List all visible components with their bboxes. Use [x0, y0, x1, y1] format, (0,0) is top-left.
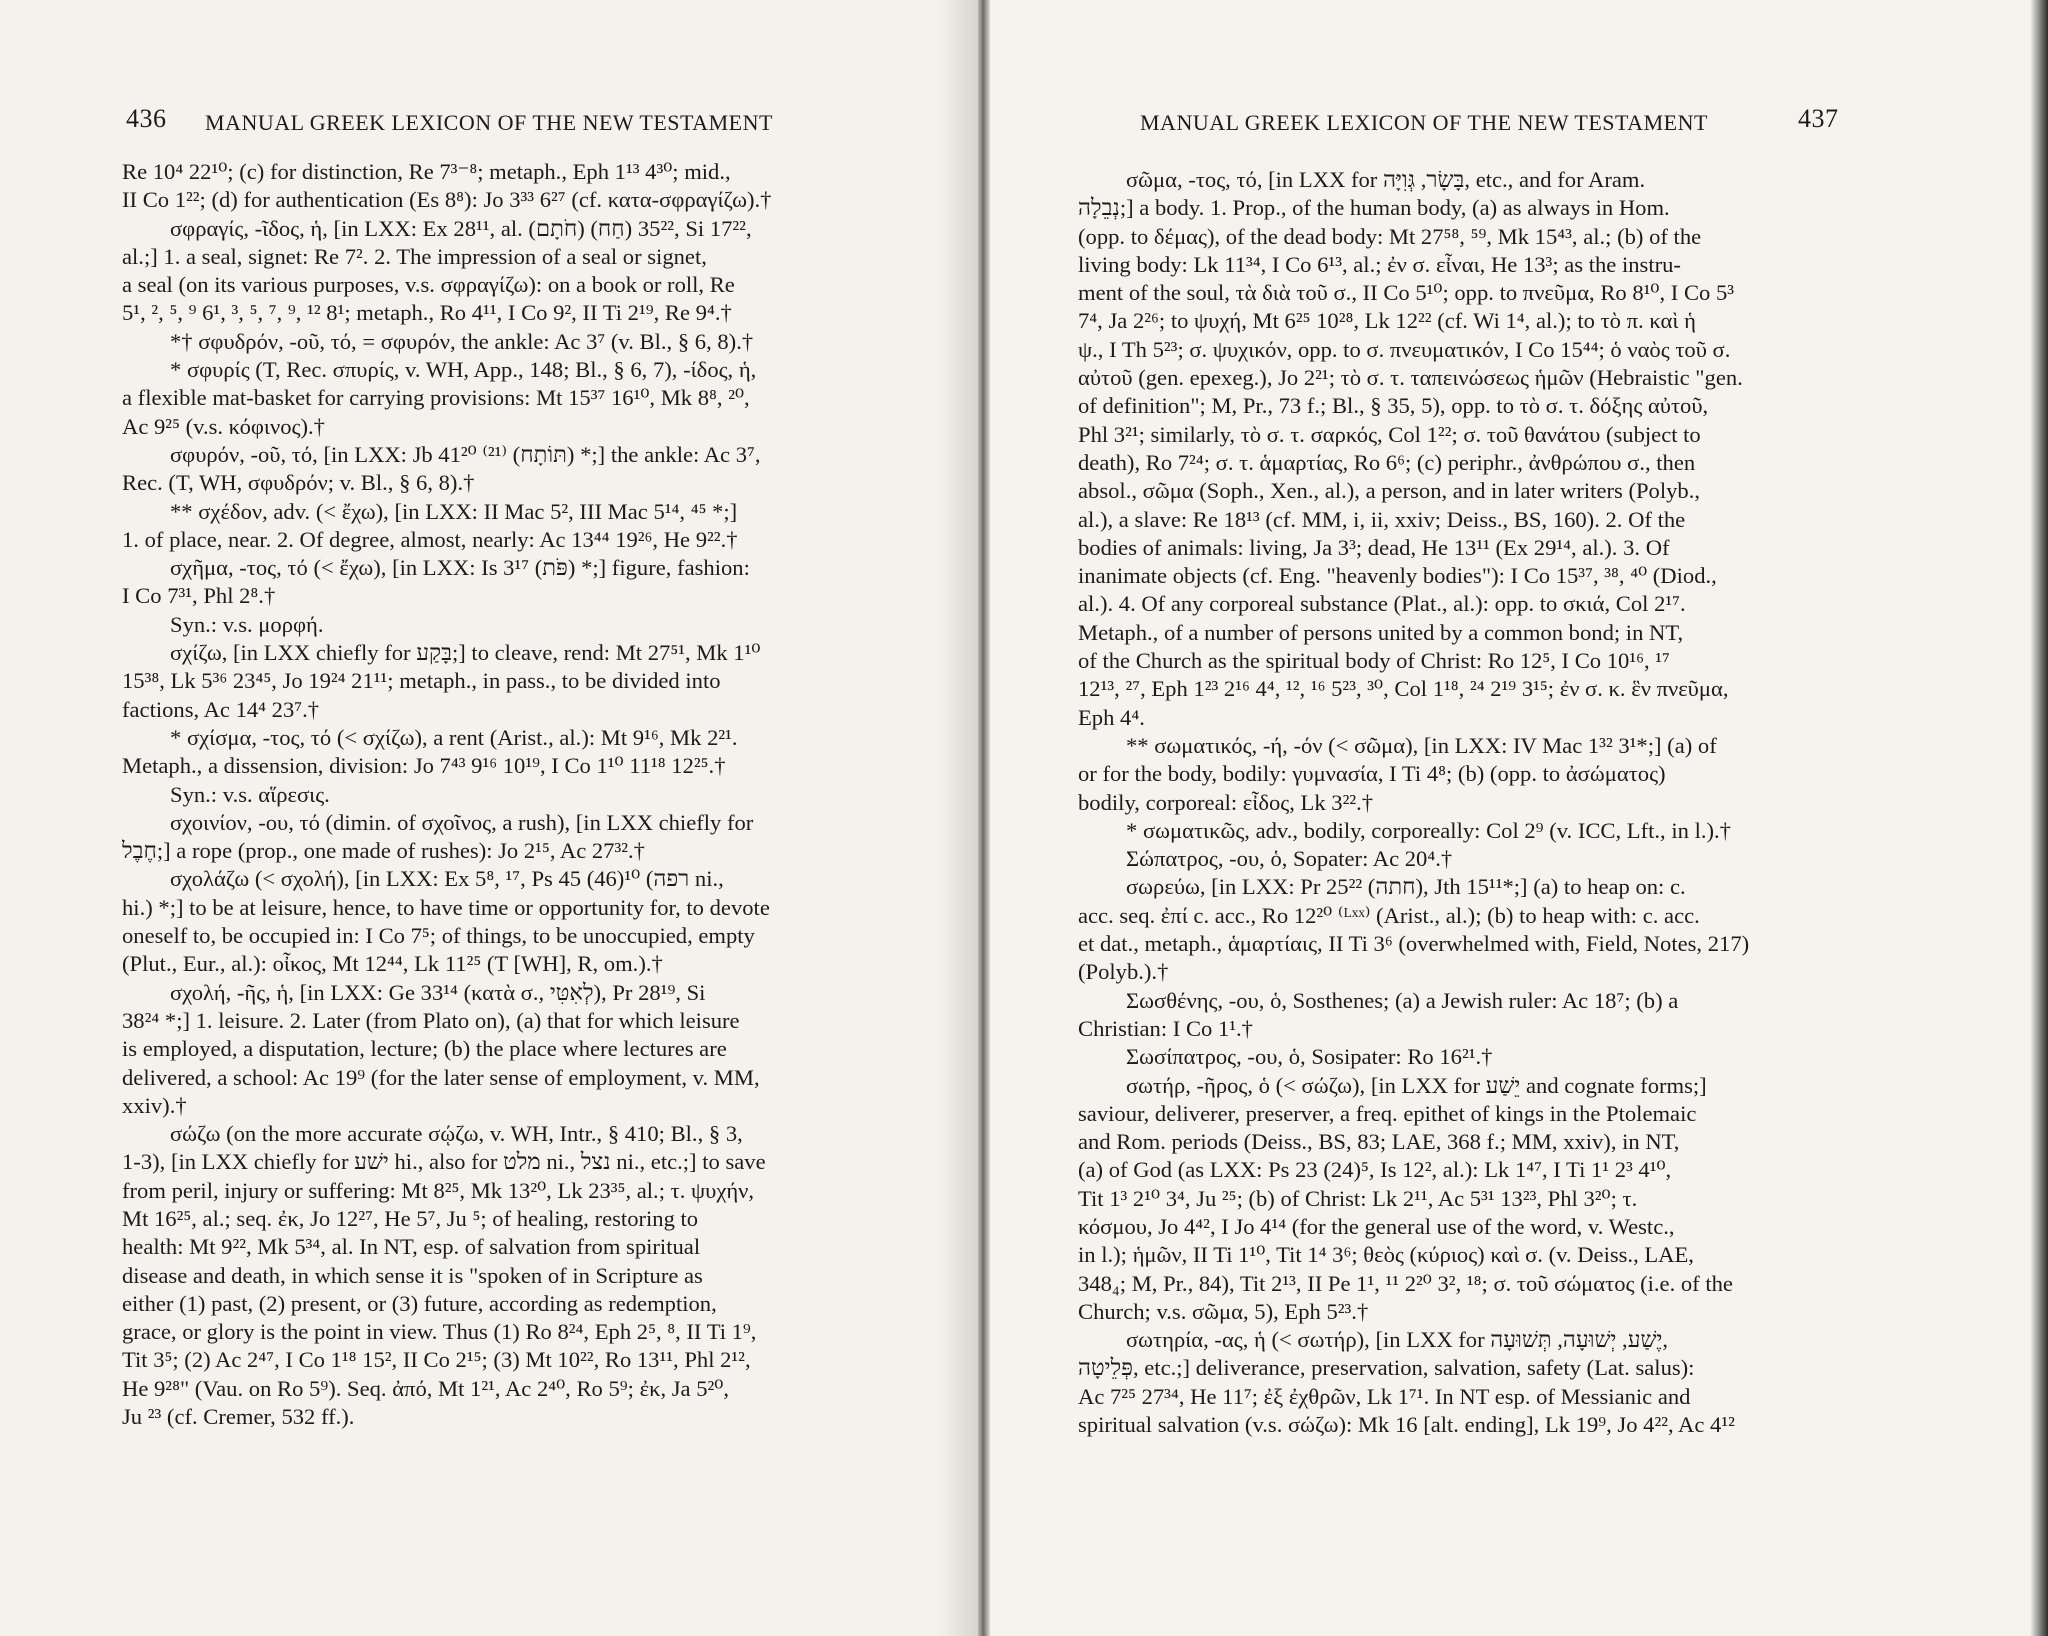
text-line: Ju ²³ (cf. Cremer, 532 ff.).: [122, 1404, 355, 1430]
text-line: * σωματικῶς, adv., bodily, corporeally: Col 2⁹ (v. ICC, Lft., in l.).†: [1126, 817, 1731, 843]
text-line: 7⁴, Ja 2²⁶; to ψυχή, Mt 6²⁵ 10²⁸, Lk 12²² (cf. Wi 1⁴, al.); to τὸ π. καὶ ἡ: [1078, 308, 1696, 334]
text-line: ** σωματικός, -ή, -όν (< σῶμα), [in LXX: IV Mac 1³² 3¹*;] (a) of: [1126, 732, 1717, 758]
left-page: [0, 0, 978, 1636]
text-line: acc. seq. ἐπί c. acc., Ro 12²⁰ ⁽ᴸˣˣ⁾ (Arist., al.); (b) to heap with: c. acc.: [1078, 902, 1700, 928]
text-line: or for the body, bodily: γυμνασία, I Ti 4⁸; (b) (opp. to ἀσώματος): [1078, 761, 1666, 787]
text-line: 12¹³, ²⁷, Eph 1²³ 2¹⁶ 4⁴, ¹², ¹⁶ 5²³, ³⁰, Col 1¹⁸, ²⁴ 2¹⁹ 3¹⁵; ἐν σ. κ. ἓν πνεῦμα,: [1078, 676, 1729, 702]
text-line: Ac 9²⁵ (v.s. κόφινος).†: [122, 413, 325, 439]
right-page-header: [990, 104, 2048, 140]
text-line: al.;] 1. a seal, signet: Re 7². 2. The impression of a seal or signet,: [122, 243, 707, 269]
text-line: in l.); ἡμῶν, II Ti 1¹⁰, Tit 1⁴ 3⁶; θεὸς (κύριος) καὶ σ. (v. Deiss., LAE,: [1078, 1242, 1694, 1268]
page-number: 436: [126, 104, 167, 133]
text-line: σωτηρία, -ας, ἡ (< σωτήρ), [in LXX for יֶשַׁע, יְשׁוּעָה, תְּשׁוּעָה,: [1126, 1327, 1669, 1353]
text-line: absol., σῶμα (Soph., Xen., al.), a person, and in later writers (Polyb.,: [1078, 478, 1701, 504]
text-line: bodily, corporeal: εἶδος, Lk 3²².†: [1078, 789, 1374, 815]
text-line: Tit 3⁵; (2) Ac 2⁴⁷, I Co 1¹⁸ 15², II Co 2¹⁵; (3) Mt 10²², Ro 13¹¹, Phl 2¹²,: [122, 1347, 751, 1373]
text-line: xxiv).†: [122, 1092, 187, 1118]
text-line: Phl 3²¹; similarly, τὸ σ. τ. σαρκός, Col 1²²; σ. τοῦ θανάτου (subject to: [1078, 421, 1701, 447]
text-line: Ac 7²⁵ 27³⁴, He 11⁷; ἐξ ἐχθρῶν, Lk 1⁷¹. In NT esp. of Messianic and: [1078, 1383, 1691, 1409]
text-line: Eph 4⁴.: [1078, 704, 1145, 730]
text-line: Christian: I Co 1¹.†: [1078, 1015, 1253, 1041]
text-line: (Polyb.).†: [1078, 959, 1169, 985]
running-head: MANUAL GREEK LEXICON OF THE NEW TESTAMENT: [1140, 110, 1708, 135]
text-line: a flexible mat-basket for carrying provisions: Mt 15³⁷ 16¹⁰, Mk 8⁸, ²⁰,: [122, 385, 750, 411]
text-line: disease and death, in which sense it is "spoken of in Scripture as: [122, 1262, 703, 1288]
text-line: 15³⁸, Lk 5³⁶ 23⁴⁵, Jo 19²⁴ 21¹¹; metaph., in pass., to be divided into: [122, 668, 721, 694]
book-gutter: [978, 0, 990, 1636]
text-line: (Plut., Eur., al.): οἶκος, Mt 12⁴⁴, Lk 11²⁵ (T [WH], R, om.).†: [122, 951, 663, 977]
text-line: Tit 1³ 2¹⁰ 3⁴, Ju ²⁵; (b) of Christ: Lk 2¹¹, Ac 5³¹ 13²³, Phl 3²⁰; τ.: [1078, 1185, 1638, 1211]
text-line: Re 10⁴ 22¹⁰; (c) for distinction, Re 7³⁻⁸; metaph., Eph 1¹³ 4³⁰; mid.,: [122, 159, 731, 184]
text-line: נְבֵלָה;] a body. 1. Prop., of the human body, (a) as always in Hom.: [1078, 195, 1670, 221]
left-page-body: [122, 158, 898, 1431]
text-line: saviour, deliverer, preserver, a freq. epithet of kings in the Ptolemaic: [1078, 1100, 1697, 1126]
left-page-header: [0, 104, 978, 140]
text-line: al.). 4. Of any corporeal substance (Plat., al.): opp. to σκιά, Col 2¹⁷.: [1078, 591, 1686, 617]
text-line: is employed, a disputation, lecture; (b) the place where lectures are: [122, 1036, 727, 1062]
text-line: bodies of animals: living, Ja 3³; dead, He 13¹¹ (Ex 29¹⁴, al.). 3. Of: [1078, 534, 1670, 560]
text-line: (opp. to δέμας), of the dead body: Mt 27⁵⁸, ⁵⁹, Mk 15⁴³, al.; (b) of the: [1078, 223, 1702, 249]
text-line: αὐτοῦ (gen. epexeg.), Jo 2²¹; τὸ σ. τ. ταπεινώσεως ἡμῶν (Hebraistic "gen.: [1078, 365, 1743, 391]
text-line: 348₄; M, Pr., 84), Tit 2¹³, II Pe 1¹, ¹¹ 2²⁰ 3², ¹⁸; σ. τοῦ σώματος (i.e. of the: [1078, 1270, 1733, 1296]
text-line: He 9²⁸" (Vau. on Ro 5⁹). Seq. ἀπό, Mt 1²¹, Ac 2⁴⁰, Ro 5⁹; ἐκ, Ja 5²⁰,: [122, 1375, 730, 1401]
text-line: 5¹, ², ⁵, ⁹ 6¹, ³, ⁵, ⁷, ⁹, ¹² 8¹; metaph., Ro 4¹¹, I Co 9², II Ti 2¹⁹, Re 9⁴.†: [122, 300, 732, 326]
text-line: σωρεύω, [in LXX: Pr 25²² (חתה), Jth 15¹¹*;] (a) to heap on: c.: [1126, 874, 1686, 900]
text-line: ment of the soul, τὰ διὰ τοῦ σ., II Co 5¹⁰; opp. to πνεῦμα, Ro 8¹⁰, I Co 5³: [1078, 280, 1735, 306]
text-line: ψ., I Th 5²³; σ. ψυχικόν, opp. to σ. πνευματικόν, I Co 15⁴⁴; ὁ ναὸς τοῦ σ.: [1078, 336, 1731, 362]
text-line: κόσμου, Jo 4⁴², I Jo 4¹⁴ (for the general use of the word, v. Westc.,: [1078, 1213, 1675, 1239]
text-line: 1. of place, near. 2. Of degree, almost, nearly: Ac 13⁴⁴ 19²⁶, He 9²².†: [122, 526, 738, 552]
text-line: חֶבֶל;] a rope (prop., one made of rushes): Jo 2¹⁵, Ac 27³².†: [122, 838, 645, 864]
text-line: σχολάζω (< σχολή), [in LXX: Ex 5⁸, ¹⁷, Ps 45 (46)¹⁰ (רפה ni.,: [170, 866, 724, 892]
text-line: Σώπατρος, -ου, ὁ, Sopater: Ac 20⁴.†: [1126, 846, 1453, 872]
text-line: *† σφυδρόν, -οῦ, τό, = σφυρόν, the ankle: Ac 3⁷ (v. Bl., § 6, 8).†: [170, 328, 754, 354]
text-line: spiritual salvation (v.s. σώζω): Mk 16 [alt. ending], Lk 19⁹, Jo 4²², Ac 4¹²: [1078, 1412, 1735, 1438]
text-line: σώζω (on the more accurate σῴζω, v. WH, Intr., § 410; Bl., § 3,: [170, 1121, 743, 1147]
text-line: living body: Lk 11³⁴, I Co 6¹³, al.; ἐν σ. εἶναι, He 13³; as the instru-: [1078, 251, 1681, 277]
text-line: I Co 7³¹, Phl 2⁸.†: [122, 583, 276, 609]
text-line: Metaph., of a number of persons united by a common bond; in NT,: [1078, 619, 1684, 645]
text-line: σχίζω, [in LXX chiefly for בָּקַע;] to cleave, rend: Mt 27⁵¹, Mk 1¹⁰: [170, 640, 761, 666]
text-line: פְּלֵיטָה, etc.;] deliverance, preservation, salvation, safety (Lat. salus):: [1078, 1355, 1695, 1381]
text-line: 38²⁴ *;] 1. leisure. 2. Later (from Plato on), (a) that for which leisure: [122, 1007, 740, 1033]
text-line: Church; v.s. σῶμα, 5), Eph 5²³.†: [1078, 1298, 1369, 1324]
text-line: Syn.: v.s. αἵρεσις.: [170, 781, 330, 807]
text-line: et dat., metaph., ἁμαρτίαις, II Ti 3⁶ (overwhelmed with, Field, Notes, 217): [1078, 931, 1750, 957]
text-line: σχῆμα, -τος, τό (< ἔχω), [in LXX: Is 3¹⁷ (פֹּת) *;] figure, fashion:: [170, 555, 750, 581]
text-line: II Co 1²²; (d) for authentication (Es 8⁸): Jo 3³³ 6²⁷ (cf. κατα-σφραγίζω).†: [122, 187, 772, 213]
text-line: σχοινίον, -ου, τό (dimin. of σχοῖνος, a rush), [in LXX chiefly for: [170, 809, 754, 835]
text-line: al.), a slave: Re 18¹³ (cf. MM, i, ii, xxiv; Deiss., BS, 160). 2. Of the: [1078, 506, 1686, 532]
text-line: of the Church as the spiritual body of Christ: Ro 12⁵, I Co 10¹⁶, ¹⁷: [1078, 648, 1670, 674]
text-line: factions, Ac 14⁴ 23⁷.†: [122, 696, 320, 722]
text-line: of definition"; M, Pr., 73 f.; Bl., § 35, 5), opp. to τὸ σ. τ. δόξης αὐτοῦ,: [1078, 393, 1709, 419]
text-line: either (1) past, (2) present, or (3) future, according as redemption,: [122, 1290, 717, 1316]
text-line: * σφυρίς (T, Rec. σπυρίς, v. WH, App., 148; Bl., § 6, 7), -ίδος, ἡ,: [170, 357, 757, 383]
text-line: σφραγίς, -ῖδος, ἡ, [in LXX: Ex 28¹¹, al. (חֹתָם) 35²² (חַח), Si 17²²,: [170, 215, 752, 241]
right-page-body: [1078, 166, 1884, 1439]
text-line: health: Mt 9²², Mk 5³⁴, al. In NT, esp. of salvation from spiritual: [122, 1234, 701, 1260]
text-line: delivered, a school: Ac 19⁹ (for the later sense of employment, v. MM,: [122, 1064, 760, 1090]
text-line: Σωσίπατρος, -ου, ὁ, Sosipater: Ro 16²¹.†: [1126, 1044, 1493, 1070]
text-line: from peril, injury or suffering: Mt 8²⁵, Mk 13²⁰, Lk 23³⁵, al.; τ. ψυχήν,: [122, 1177, 755, 1203]
text-line: inanimate objects (cf. Eng. "heavenly bodies"): I Co 15³⁷, ³⁸, ⁴⁰ (Diod.,: [1078, 563, 1717, 589]
text-line: Rec. (T, WH, σφυδρόν; v. Bl., § 6, 8).†: [122, 470, 475, 496]
text-line: death), Ro 7²⁴; σ. τ. ἁμαρτίας, Ro 6⁶; (c) periphr., ἀνθρώπου σ., then: [1078, 449, 1696, 475]
text-line: a seal (on its various purposes, v.s. σφραγίζω): on a book or roll, Re: [122, 272, 735, 298]
right-page: [990, 0, 2048, 1636]
text-line: Σωσθένης, -ου, ὁ, Sosthenes; (a) a Jewish ruler: Ac 18⁷; (b) a: [1126, 987, 1679, 1013]
text-line: * σχίσμα, -τος, τό (< σχίζω), a rent (Arist., al.): Mt 9¹⁶, Mk 2²¹.: [170, 724, 738, 750]
text-line: Metaph., a dissension, division: Jo 7⁴³ 9¹⁶ 10¹⁹, I Co 1¹⁰ 11¹⁸ 12²⁵.†: [122, 753, 726, 779]
text-line: grace, or glory is the point in view. Thus (1) Ro 8²⁴, Eph 2⁵, ⁸, II Ti 1⁹,: [122, 1319, 757, 1345]
text-line: ** σχέδον, adv. (< ἔχω), [in LXX: II Mac 5², III Mac 5¹⁴, ⁴⁵ *;]: [170, 498, 738, 524]
text-line: σωτήρ, -ῆρος, ὁ (< σώζω), [in LXX for יֵשַׁע and cognate forms;]: [1126, 1072, 1707, 1098]
text-line: Mt 16²⁵, al.; seq. ἐκ, Jo 12²⁷, He 5⁷, Ju ⁵; of healing, restoring to: [122, 1205, 699, 1231]
text-line: σῶμα, -τος, τό, [in LXX for בָּשָׂר, גְּוִיָּה, etc., and for Aram.: [1126, 167, 1646, 192]
running-head: MANUAL GREEK LEXICON OF THE NEW TESTAMENT: [205, 110, 773, 135]
text-line: Syn.: v.s. μορφή.: [170, 611, 324, 637]
text-line: hi.) *;] to be at leisure, hence, to have time or opportunity for, to devote: [122, 894, 770, 920]
text-line: oneself to, be occupied in: I Co 7⁵; of things, to be unoccupied, empty: [122, 923, 755, 949]
text-line: (a) of God (as LXX: Ps 23 (24)⁵, Is 12², al.): Lk 1⁴⁷, I Ti 1¹ 2³ 4¹⁰,: [1078, 1157, 1672, 1183]
text-line: σχολή, -ῆς, ἡ, [in LXX: Ge 33¹⁴ (κατὰ σ., לְאִטִּי), Pr 28¹⁹, Si: [170, 979, 706, 1005]
text-line: σφυρόν, -οῦ, τό, [in LXX: Jb 41²⁰ ⁽²¹⁾ (תּוֹתָח) *;] the ankle: Ac 3⁷,: [170, 441, 761, 467]
text-line: and Rom. periods (Deiss., BS, 83; LAE, 368 f.; MM, xxiv), in NT,: [1078, 1129, 1680, 1155]
text-line: 1-3), [in LXX chiefly for ישׁע hi., also for מלט ni., נצל ni., etc.;] to save: [122, 1149, 766, 1175]
page-number: 437: [1798, 104, 1839, 133]
